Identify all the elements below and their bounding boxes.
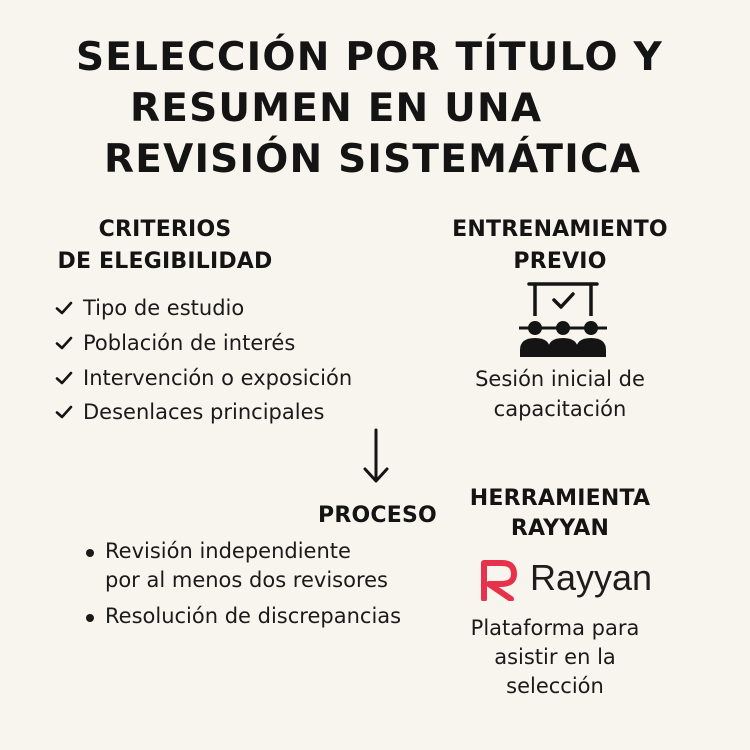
rayyan-logo-text: Rayyan [530,557,653,598]
criterios-heading-line-1: CRITERIOS [98,217,232,242]
criterio-item [54,399,324,425]
proceso-item-line-1: Revisión independiente [105,539,351,563]
arrow-down-icon [362,428,390,486]
bullet-icon [86,549,94,557]
herramienta-heading-line-2: RAYYAN [510,516,610,541]
check-icon [54,402,74,422]
page-title-line-2: RESUMEN EN UNA [130,86,543,131]
herramienta-heading-line-1: HERRAMIENTA [469,486,651,511]
criterio-label: Desenlaces principales [83,400,325,424]
entrenamiento-heading-line-1: ENTRENAMIENTO [452,217,668,242]
proceso-item-line-2: por al menos dos revisores [105,568,388,592]
criterios-heading-line-2: DE ELEGIBILIDAD [57,249,273,274]
criterio-item [54,330,295,356]
proceso-heading: PROCESO [318,503,437,528]
entrenamiento-caption-line-2: capacitación [493,397,627,421]
criterio-item [54,365,352,391]
page-title-line-1: SELECCIÓN POR TÍTULO Y [76,35,663,80]
herramienta-caption-line-1: Plataforma para [470,616,640,640]
criterio-label: Tipo de estudio [83,296,245,320]
criterio-item [54,295,244,321]
entrenamiento-caption-line-1: Sesión inicial de [475,367,645,391]
check-icon [54,333,74,353]
entrenamiento-heading-line-2: PREVIO [513,249,607,274]
proceso-item-line-1: Resolución de discrepancias [105,604,402,628]
criterio-label: Intervención o exposición [83,366,353,390]
criterio-label: Población de interés [83,331,296,355]
herramienta-caption-line-3: selección [506,674,604,698]
rayyan-logo-icon [478,557,520,601]
check-icon [54,298,74,318]
training-presentation-icon [515,280,611,360]
bullet-icon [86,614,94,622]
herramienta-caption-line-2: asistir en la [494,645,616,669]
check-icon [54,368,74,388]
page-title-line-3: REVISIÓN SISTEMÁTICA [104,137,642,182]
